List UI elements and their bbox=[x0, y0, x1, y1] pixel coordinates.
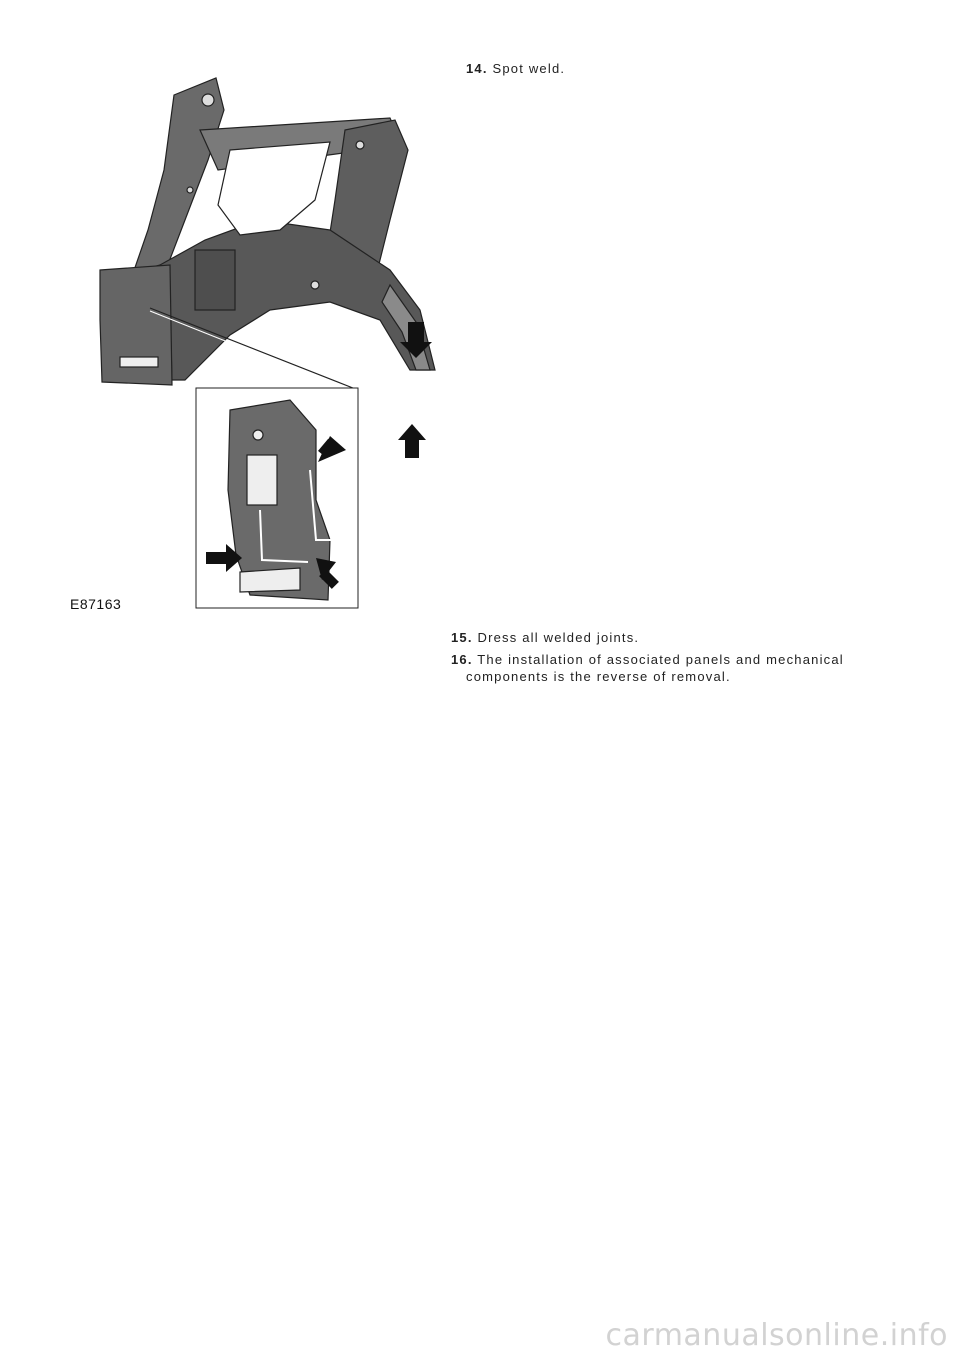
arrow-up-icon bbox=[398, 424, 426, 458]
step-text: Spot weld. bbox=[492, 61, 566, 76]
step-number: 14. bbox=[466, 61, 488, 76]
figure-id: E87163 bbox=[70, 596, 122, 612]
inset-panel-detail bbox=[228, 400, 332, 600]
body-panel-illustration bbox=[90, 70, 450, 615]
step-number: 15. bbox=[451, 630, 473, 645]
step-number: 16. bbox=[451, 652, 473, 667]
step-text: Dress all welded joints. bbox=[477, 630, 640, 645]
rear-quarter-structure bbox=[100, 78, 435, 385]
step-text: The installation of associated panels and mechanical bbox=[477, 652, 844, 667]
step-16 bbox=[451, 651, 871, 685]
step-text-continued: components is the reverse of removal. bbox=[466, 669, 731, 684]
step-15 bbox=[451, 629, 639, 646]
step-14 bbox=[466, 60, 565, 77]
watermark: carmanualsonline.info bbox=[605, 1318, 948, 1353]
